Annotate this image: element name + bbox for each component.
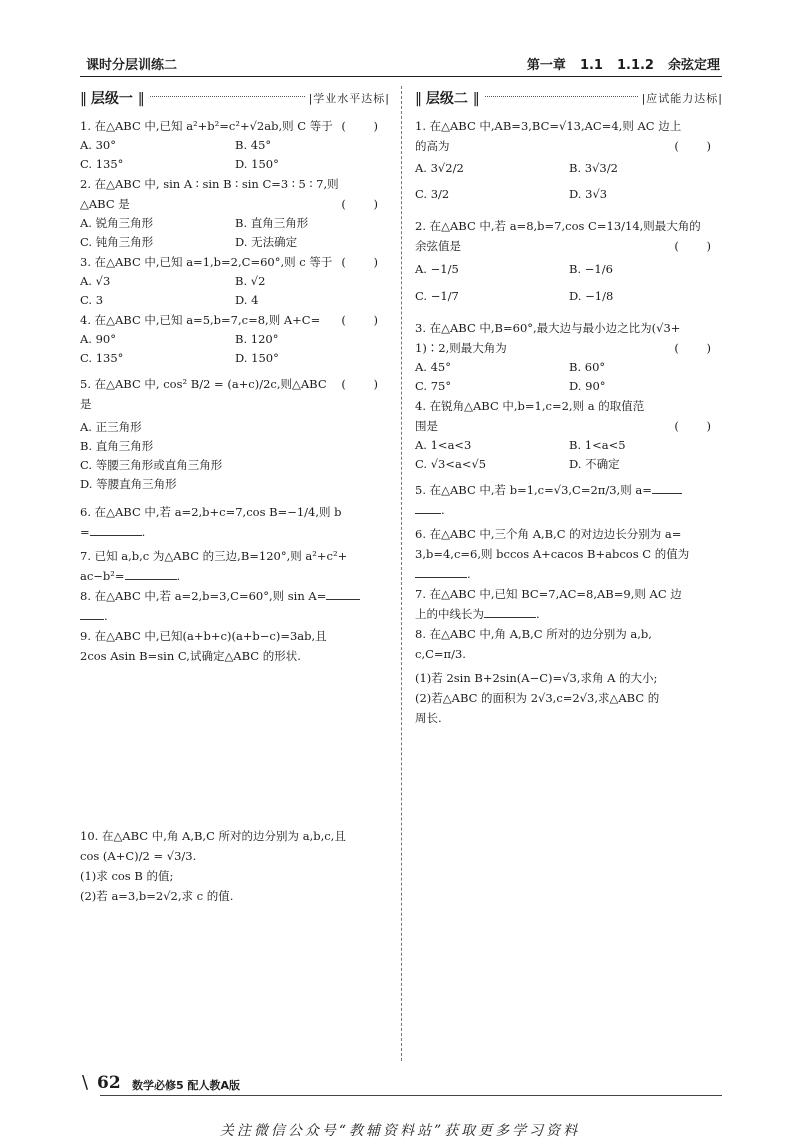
- answer-blank[interactable]: [80, 607, 104, 620]
- page-header-left: 课时分层训练二: [86, 58, 178, 73]
- subsection-number: 1.1.2: [616, 58, 654, 73]
- level-two-title: ‖ 层级二 ‖: [415, 91, 479, 107]
- promo-banner: 关注微信公众号“教辅资料站”获取更多学习资料: [219, 1123, 581, 1139]
- column-divider: [401, 86, 402, 1061]
- answer-blank[interactable]: [652, 481, 682, 494]
- page-header-right: [513, 54, 720, 73]
- question-2-2: 2. 在△ABC 中,若 a=8,b=7,cos C=13/14,则最大角的: [415, 219, 701, 233]
- question-10: 10. 在△ABC 中,角 A,B,C 所对的边分别为 a,b,c,且: [80, 829, 346, 843]
- question-7: 7. 已知 a,b,c 为△ABC 的三边,B=120°,则 a²+c²+: [80, 549, 348, 563]
- answer-blank[interactable]: [484, 605, 536, 618]
- question-2-7: 7. 在△ABC 中,已知 BC=7,AC=8,AB=9,则 AC 边: [415, 587, 682, 601]
- question-1: ( ) 1. 在△ABC 中,已知 a²+b²=c²+√2ab,则 C 等于: [80, 119, 390, 133]
- level-one-tag: |学业水平达标|: [308, 92, 390, 105]
- question-4: ( ) 4. 在△ABC 中,已知 a=5,b=7,c=8,则 A+C=: [80, 313, 390, 327]
- question-8: 8. 在△ABC 中,若 a=2,b=3,C=60°,则 sin A=: [80, 586, 390, 606]
- question-5: ( ) 5. 在△ABC 中, cos² B/2 = (a+c)/2c,则△ABC 是: [80, 377, 390, 411]
- level-one-column: ‖ 层级一 ‖ |学业水平达标| ( ) 1. 在△ABC 中,已知 a²+b²=c²+√2ab,则 C 等于 A. 30° B. 45° C. 135° D. 150° 2. 在△ABC 中, sin A ∶ sin B ∶ sin C=3 ∶ 5 ∶ 7,则 ( ) △ABC 是 A. 锐角三角形 B. 直角三角形 C. 钝角三角形 D. 无法确定 ( ) 3. 在△ABC 中,已知 a=1,b=2,C=60°,则 c 等于 A. √3 B. √2 C. 3 D. 4 ( ) 4. 在△ABC 中,已知 a=5,b=7,c=8,则 A+C= A. 90° B. 120° C. 135° D. 150° ( ) 5. 在△ABC 中, cos² B/2 = (a+c)/2c,则△ABC 是 A. 正三角形 B. 直角三角形 C. 等腰三角形或直角三角形 D. 等腰直角三角形 6. 在△ABC 中,若 a=2,b+c=7,cos B=−1/4,则 b = . 7. 已知 a,b,c 为△ABC 的三边,B=120°,则 a²+c²+ ac−b²= . 8. 在△ABC 中,若 a=2,b=3,C=60°,则 sin A= . 9. 在△ABC 中,已知(a+b+c)(a+b−c)=3ab,且 2cos Asin B=sin C,试确定△ABC 的形状. 10. 在△ABC 中,角 A,B,C 所对的边分别为 a,b,c,且 cos (A+C)/2 = √3/3. (1)求 cos B 的值; (2)若 a=3,b=2√2,求 c 的值.: [80, 86, 390, 906]
- header-rule: [80, 76, 722, 77]
- question-6: 6. 在△ABC 中,若 a=2,b+c=7,cos B=−1/4,则 b: [80, 505, 342, 519]
- level-two-tag: |应试能力达标|: [641, 92, 723, 105]
- answer-blank[interactable]: [415, 565, 467, 578]
- question-2-4: 4. 在锐角△ABC 中,b=1,c=2,则 a 的取值范: [415, 399, 645, 413]
- level-two-bar: [415, 86, 723, 110]
- answer-blank[interactable]: [326, 587, 360, 600]
- question-2-8: 8. 在△ABC 中,角 A,B,C 所对的边分别为 a,b,: [415, 627, 652, 641]
- answer-blank[interactable]: [125, 567, 177, 580]
- q1-options: A. 30° B. 45°: [80, 138, 272, 152]
- question-3: ( ) 3. 在△ABC 中,已知 a=1,b=2,C=60°,则 c 等于: [80, 255, 390, 269]
- book-title: 数学必修5 配人教A版: [132, 1079, 240, 1092]
- question-2-1: 1. 在△ABC 中,AB=3,BC=√13,AC=4,则 AC 边上: [415, 119, 682, 133]
- dotted-leader: [485, 96, 638, 97]
- chapter-label: 第一章: [526, 58, 566, 73]
- answer-blank[interactable]: [90, 523, 142, 536]
- dotted-leader: [150, 96, 305, 97]
- question-2: 2. 在△ABC 中, sin A ∶ sin B ∶ sin C=3 ∶ 5 ∶ 7,则: [80, 177, 339, 191]
- topic-label: 余弦定理: [667, 58, 720, 73]
- level-one-title: ‖ 层级一 ‖: [80, 91, 144, 107]
- level-two-column: ‖ 层级二 ‖ |应试能力达标| 1. 在△ABC 中,AB=3,BC=√13,AC=4,则 AC 边上 ( ) 的高为 A. 3√2/2 B. 3√3/2 C. 3/2 D. 3√3 2. 在△ABC 中,若 a=8,b=7,cos C=13/14,则最大角的 ( ) 余弦值是 A. −1/5 B. −1/6 C. −1/7 D. −1/8 3. 在△ABC 中,B=60°,最大边与最小边之比为(√3+ ( ) 1)∶2,则最大角为 A. 45° B. 60° C. 75° D. 90° 4. 在锐角△ABC 中,b=1,c=2,则 a 的取值范 ( ) 围是 A. 1<a<3 B. 1<a<5 C. √3<a<√5 D. 不确定 5. 在△ABC 中,若 b=1,c=√3,C=2π/3,则 a= . 6. 在△ABC 中,三个角 A,B,C 的对边边长分别为 a= 3,b=4,c=6,则 bccos A+cacos B+abcos C 的值为 . 7. 在△ABC 中,已知 BC=7,AC=8,AB=9,则 AC 边 上的中线长为 . 8. 在△ABC 中,角 A,B,C 所对的边分别为 a,b, c,C=π/3. (1)若 2sin B+2sin(A−C)=√3,求角 A 的大小; (2)若△ABC 的面积为 2√3,c=2√3,求△ABC 的 周长.: [415, 86, 723, 728]
- question-2-5: 5. 在△ABC 中,若 b=1,c=√3,C=2π/3,则 a=: [415, 480, 723, 500]
- question-2-3: 3. 在△ABC 中,B=60°,最大边与最小边之比为(√3+: [415, 321, 681, 335]
- section-number: 1.1: [579, 58, 603, 73]
- answer-blank[interactable]: [415, 501, 441, 514]
- footer-slash: \: [82, 1072, 89, 1093]
- footer-rule: [100, 1095, 722, 1096]
- question-2-6: 6. 在△ABC 中,三个角 A,B,C 的对边边长分别为 a=: [415, 527, 682, 541]
- question-9: 9. 在△ABC 中,已知(a+b+c)(a+b−c)=3ab,且: [80, 629, 327, 643]
- level-one-bar: [80, 86, 390, 110]
- page-number: 62: [97, 1073, 121, 1093]
